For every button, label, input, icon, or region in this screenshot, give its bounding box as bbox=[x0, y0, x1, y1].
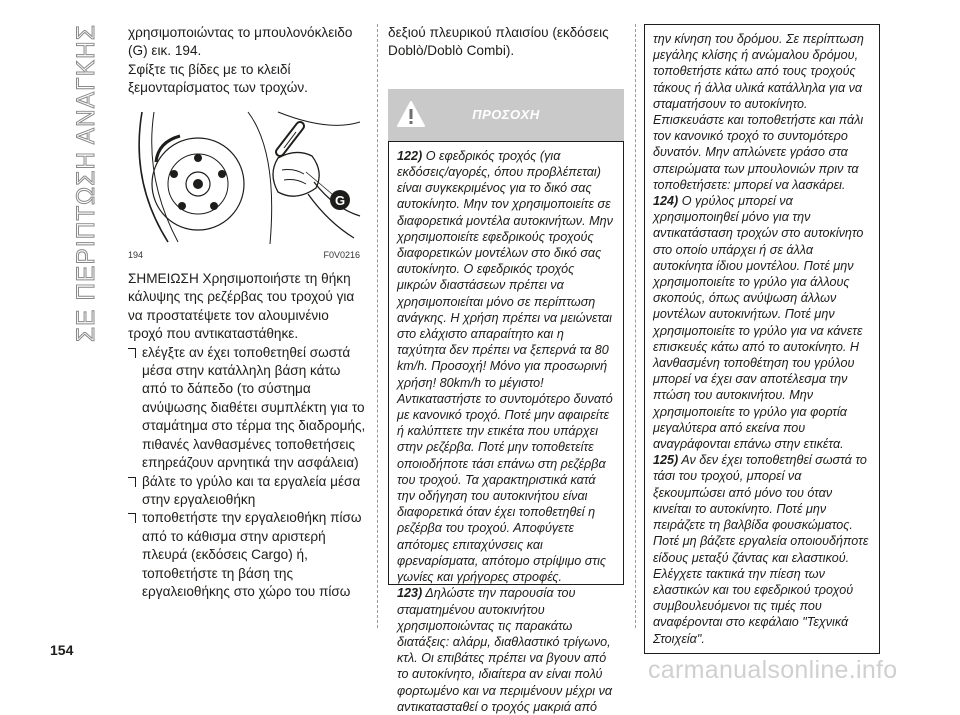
intro-paragraph: δεξιού πλευρικού πλαισίου (εκδόσεις Doblò/Doblò Combi). bbox=[388, 25, 609, 59]
warning-item bbox=[397, 585, 615, 715]
warning-title: ΠΡΟΣΟΧΗ bbox=[472, 106, 540, 122]
warning-item-text: Δηλώστε την παρουσία του σταματημένου αυτοκινήτου χρησιμοποιώντας τις παρακάτω διατάξεις: αλάρμ, διαθλαστικό τρίγωνο, κτλ. Οι επιβάτες πρέπει να βγουν από το αυτοκίνητο, ιδιαίτερα αν είναι πολύ φορτωμένο και να περιμένουν μέχρι να αντικατασταθεί ο τροχός μακριά από bbox=[397, 586, 613, 714]
warning-box-continued bbox=[644, 24, 880, 654]
column-divider bbox=[635, 24, 636, 628]
bullet-item: ελέγξτε αν έχει τοποθετηθεί σωστά μέσα στην κατάλληλη βάση κάτω από το δάπεδο (το σύστημα ανύψωσης διαθέτει συμπλέκτη για το σταμάτημα στο τέρμα της διαδρομής, πιθανές λανθασμένες τοποθετήσεις επηρεάζουν αρνητικά την ασφάλεια) bbox=[128, 344, 366, 473]
intro-paragraph-1: χρησιμοποιώντας το μπουλονόκλειδο (G) εικ. 194. bbox=[128, 25, 353, 59]
figure-194 bbox=[128, 112, 360, 244]
warning-item-number: 122) bbox=[397, 148, 423, 163]
warning-header bbox=[388, 89, 624, 141]
warning-box bbox=[388, 141, 624, 714]
bullet-item: βάλτε το γρύλο και τα εργαλεία μέσα στην εργαλειοθήκη bbox=[128, 473, 366, 510]
section-side-title bbox=[64, 16, 104, 346]
figure-number: 194 bbox=[128, 249, 144, 260]
wheel-bolt-illustration bbox=[128, 112, 360, 244]
warning-item-number: 125) bbox=[653, 453, 679, 468]
note-paragraph: ΣΗΜΕΙΩΣΗ Χρησιμοποιήστε τη θήκη κάλυψης της ρεζέρβας του τροχού για να προστατέψετε τον αλουμινένιο τροχό που αντικαταστάθηκε. bbox=[128, 271, 355, 342]
warning-item-text: Αν δεν έχει τοποθετηθεί σωστά το τάσι του τροχού, μπορεί να ξεκουμπώσει από μόνο του όταν κινείται το αυτοκίνητο. Ποτέ μην πειράζετε τη βαλβίδα φουσκώματος. Ποτέ μη βάζετε εργαλεία οποιουδήποτε είδους μεταξύ ζάντας και ελαστικού. Ελέγχετε τακτικά την πίεση των ελαστικών και του εφεδρικού τροχού συμβουλευόμενοι τις τιμές που αναφέρονται στο κεφάλαιο "Τεχνικά Στοιχεία". bbox=[653, 453, 869, 646]
warning-item-number: 123) bbox=[397, 586, 423, 601]
page-number: 154 bbox=[50, 642, 74, 658]
column-2 bbox=[388, 24, 624, 714]
warning-item-text: την κίνηση του δρόμου. Σε περίπτωση μεγάλης κλίσης ή ανώμαλου δρόμου, τοποθετήστε κάτω από τους τροχούς τάκους ή άλλα υλικά κατάλληλα για να σταματήσουν το αυτοκίνητο. Επισκευάστε και τοποθετήστε και πάλι τον κανονικό τροχό το συντομότερο δυνατόν. Μην απλώνετε γράσο στα σπειρώματα των μπουλονιών πριν τα τοποθετήσετε: μπορεί να λασκάρει. bbox=[653, 32, 864, 192]
column-1 bbox=[128, 24, 366, 601]
column-divider bbox=[377, 24, 378, 628]
warning-item-number: 124) bbox=[653, 194, 679, 209]
column-3 bbox=[644, 24, 880, 654]
warning-item-text: Ο εφεδρικός τροχός (για εκδόσεις/αγορές, όπου προβλέπεται) είναι συγκεκριμένος για το δικό σας αυτοκίνητο. Μην τον χρησιμοποιείτε σε διαφορετικά μοντέλα αυτοκινήτων. Μην χρησιμοποιείτε εφεδρικούς τροχούς διαφορετικών μοντέλων στο δικό σας αυτοκίνητο. Ο εφεδρικός τροχός μικρών διαστάσεων πρέπει να χρησιμοποιείται μόνο σε περίπτωση ανάγκης. Η χρήση πρέπει να μειώνεται στο ελάχιστο απαραίτητο και η ταχύτητα δεν πρέπει να ξεπερνά τα 80 km/h. Προσοχή! Μόνο για προσωρινή χρήση! 80km/h το μέγιστο! Αντικαταστήστε το συντομότερο δυνατό με κανονικό τροχό. Ποτέ μην αφαιρείτε ή καλύπτετε την ετικέτα που υπάρχει στην ρεζέρβα. Ποτέ μην τοποθετείτε οποιοδήποτε τάσι επάνω στη ρεζέρβα του τροχού. Τα χαρακτηριστικά κατά την οδήγηση του αυτοκινήτου είναι διαφορετικά όταν έχει τοποθετηθεί η ρεζέρβα του τροχού. Αποφύγετε απότομες επιταχύνσεις και φρεναρίσματα, απότομο στρίψιμο στις γωνίες και γρήγορες στροφές. bbox=[397, 148, 613, 585]
warning-item bbox=[653, 31, 871, 193]
watermark: carmanualsonline.info bbox=[648, 656, 898, 684]
warning-item-text: Ο γρύλος μπορεί να χρησιμοποιηθεί μόνο για την αντικατάσταση τροχών στο αυτοκίνητο στο οποίο υπάρχει ή σε άλλα αυτοκίνητα ίδιου μοντέλου. Ποτέ μην χρησιμοποιείτε το γρύλο για άλλους σκοπούς, όπως ανύψωση άλλων μοντέλων αυτοκινήτων. Ποτέ μην χρησιμοποιείτε το γρύλο για να κάνετε επισκευές κάτω από το αυτοκίνητο. Η λανθασμένη τοποθέτηση του γρύλου μπορεί να έχει σαν αποτέλεσμα την πτώση του αυτοκινήτου. Μην χρησιμοποιείτε το γρύλο για φορτία μεγαλύτερα από εκείνα που αναγράφονται επάνω στην ετικέτα. bbox=[653, 194, 864, 452]
callout-label: G bbox=[334, 192, 346, 208]
bullet-item: τοποθετήστε την εργαλειοθήκη πίσω από το κάθισμα στην αριστερή πλευρά (εκδόσεις Cargo) ή, τοποθετήστε τη βάση της εργαλειοθήκης στο χώρο του πίσω bbox=[128, 509, 366, 601]
warning-item bbox=[653, 452, 871, 646]
warning-item bbox=[653, 193, 871, 452]
section-side-title-text: ΣΕ ΠΕΡΙΠΤΩΣΗ ΑΝΑΓΚΗΣ bbox=[72, 14, 100, 342]
figure-code: F0V0216 bbox=[323, 249, 360, 260]
warning-item bbox=[397, 148, 615, 585]
figure-caption bbox=[128, 246, 360, 264]
intro-paragraph-2: Σφίξτε τις βίδες με το κλειδί ξεμονταρίσματος των τροχών. bbox=[128, 61, 308, 96]
